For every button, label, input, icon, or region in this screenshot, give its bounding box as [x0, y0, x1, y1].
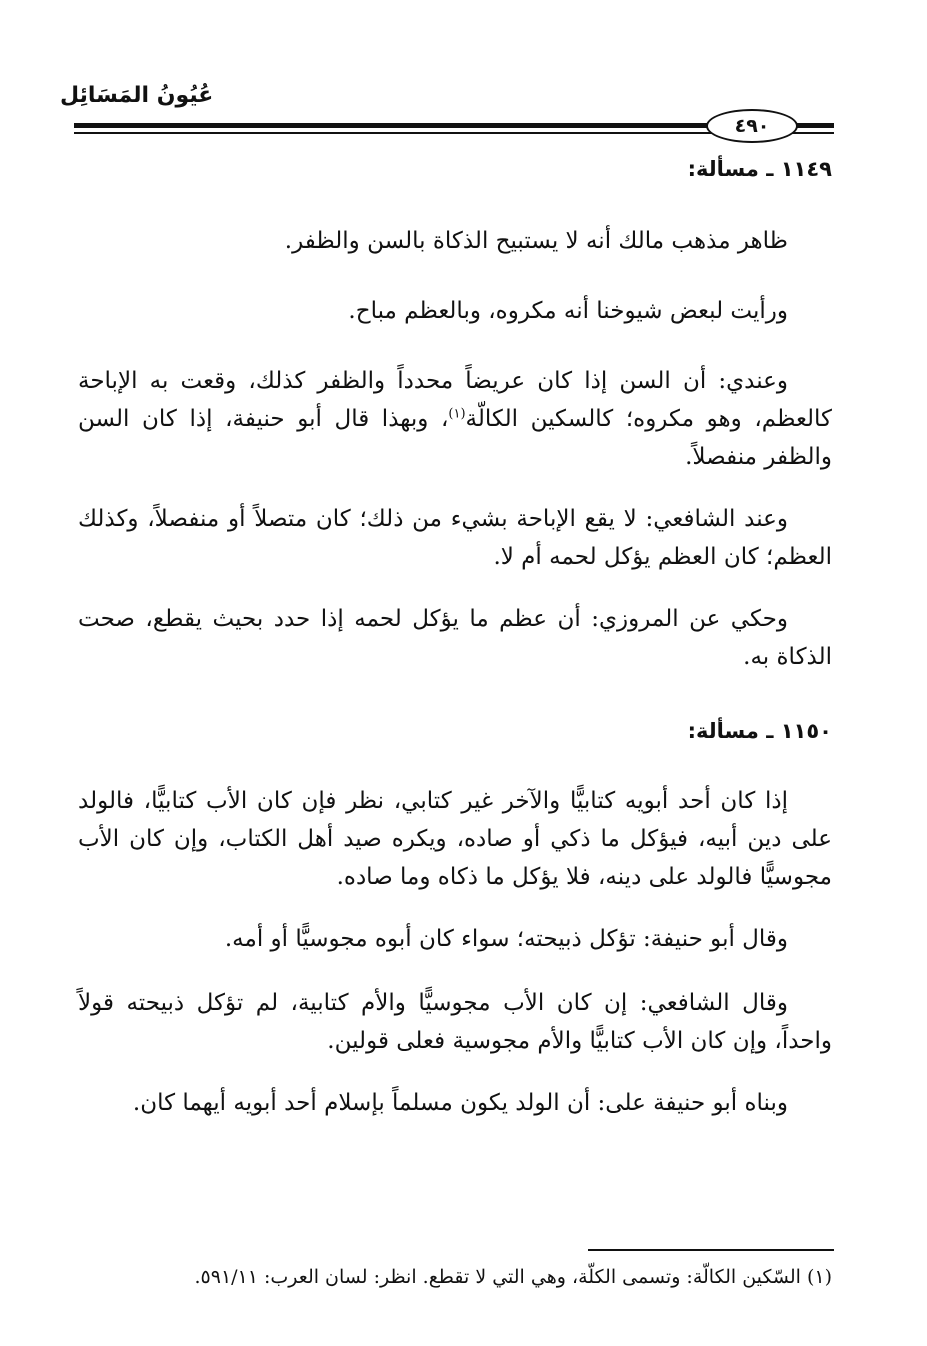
paragraph: وقال الشافعي: إن كان الأب مجوسيًّا والأم كتابية، لم تؤكل ذبيحته قولاً واحداً، وإن كان الأب كتابيًّا والأم مجوسية فعلى قولين. — [78, 990, 832, 1054]
paragraph: إذا كان أحد أبويه كتابيًّا والآخر غير كتابي، نظر فإن كان الأب كتابيًّا، فالولد على دين أبيه، فيؤكل ما ذكي أو صاده، ويكره صيد أهل الكتاب، وإن كان الأب مجوسيًّا فالولد على دينه، فلا يؤكل ما ذكاه وما صاده. — [78, 788, 832, 890]
paragraph: وعند الشافعي: لا يقع الإباحة بشيء من ذلك؛ كان متصلاً أو منفصلاً، وكذلك العظم؛ كان العظم يؤكل لحمه أم لا. — [78, 506, 832, 570]
issue-heading: ١١٥٠ ـ مسألة: — [687, 719, 832, 743]
issue-heading: ١١٤٩ ـ مسألة: — [687, 157, 832, 181]
paragraph: وحكي عن المروزي: أن عظم ما يؤكل لحمه إذا حدد بحيث يقطع، صحت الذكاة به. — [78, 606, 832, 670]
paragraph: وقال أبو حنيفة: تؤكل ذبيحته؛ سواء كان أبوه مجوسيًّا أو أمه. — [224, 926, 788, 952]
page-body — [78, 152, 832, 1122]
paragraph-text: ، وبهذا قال أبو حنيفة، إذا كان السن والظفر منفصلاً. — [78, 406, 832, 470]
paragraph: ظاهر مذهب مالك أنه لا يستبيح الذكاة بالسن والظفر. — [284, 228, 788, 254]
paragraph: وبناه أبو حنيفة على: أن الولد يكون مسلماً بإسلام أحد أبويه أيهما كان. — [132, 1090, 788, 1116]
paragraph: ورأيت لبعض شيوخنا أنه مكروه، وبالعظم مباح. — [348, 298, 788, 324]
running-title: عُيُونُ المَسَائِل — [60, 83, 214, 108]
page-number: ٤٩٠ — [734, 115, 770, 137]
footnote-separator — [588, 1249, 834, 1251]
paragraph-with-footnote — [78, 362, 832, 476]
footnote-marker: (١) — [448, 406, 466, 422]
page-number-badge — [706, 109, 798, 143]
footnote: (١) السّكين الكالّة: وتسمى الكلّة، وهي التي لا تقطع. انظر: لسان العرب: ٥٩١/١١. — [194, 1266, 832, 1288]
paragraph-text: وعندي: أن السن إذا كان عريضاً محدداً والظفر كذلك، وقعت به الإباحة كالعظم، وهو مكروه؛ كالسكين الكالّة — [78, 368, 833, 432]
